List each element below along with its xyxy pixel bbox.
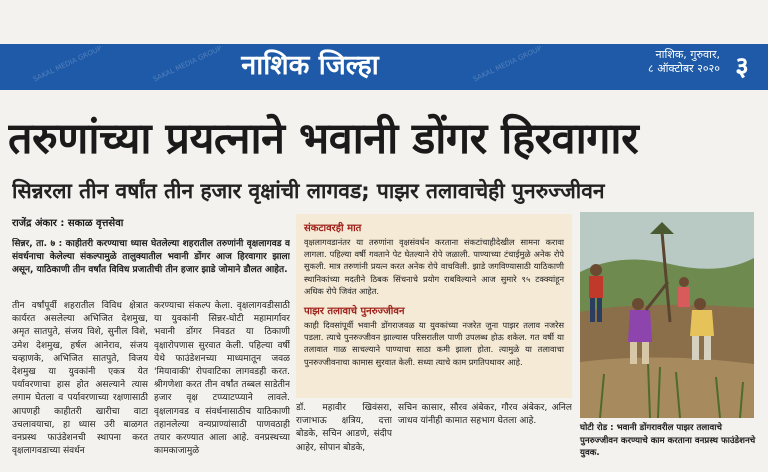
sidebar-text-2: काही दिवसांपूर्वी भवानी डोंगराजवळ या युवकांच्या नजरेत जुना पाझर तलाव नजरेस पडला. त्याचे पुनरुज्जीवन झाल्यास परिसरातील पाणी उपलब्ध होऊ शकेल. गत वर्षी या तलावात गाळ साचल्याने पाण्याचा साठा कमी झाला होता. त्यामुळे या तलावाचा पुनरुज्जीवनाचा कामास सुरवात केली. सध्या त्याचे काम प्रगतिपथावर आहे. bbox=[304, 320, 564, 367]
day-line: नाशिक, गुरुवार, bbox=[655, 48, 720, 61]
watermark: SAKAL MEDIA GROUP bbox=[31, 44, 104, 84]
headline: तरुणांच्या प्रयत्नाने भवानी डोंगर हिरवागार bbox=[8, 114, 639, 164]
section-title: नाशिक जिल्हा bbox=[241, 50, 379, 81]
article-column-4: सचिन कासार, सौरव अंबेकर, गौरव अंबेकर, अनिल जाधव यांनीही कामात सहभाग घेतला आहे. bbox=[398, 403, 572, 427]
byline: राजेंद्र अंकार : सकाळ वृत्तसेवा bbox=[12, 218, 124, 229]
watermark: SAKAL MEDIA GROUP bbox=[471, 44, 544, 84]
news-photo bbox=[580, 212, 754, 418]
sidebar-text-1: वृक्षलागवडानंतर या तरुणांना वृक्षसंवर्धन करताना संकटांचाहीदेखील सामना करावा लागला. पहिल्या वर्षी गवताने पेट घेतल्याने रोपे जळाली. पाण्याच्या टंचाईमुळे अनेक रोपे सुकली. मात्र तरुणांनी प्रयत्न करत अनेक रोपे वाचविली. झाडे जगविण्यासाठी याठिकाणी स्थानिकांच्या मदतीने ठिबक सिंचनाचे प्रयोग राबविल्याने आज सुमारे ९५ टक्क्यांहून अधिक रोपे जिवंत आहेत. bbox=[304, 237, 564, 296]
subheadline: सिन्नरला तीन वर्षांत तीन हजार वृक्षांची लागवड; पाझर तलावाचेही पुनरुज्जीवन bbox=[12, 179, 605, 203]
article-column-3: डॉ. महावीर खिवंसरा, राजाभाऊ क्षत्रिय, दत्ता बोडके, सचिन आडणे, संदीप आहेर, सोपान बोडके, bbox=[296, 403, 392, 453]
watermark: SAKAL MEDIA GROUP bbox=[151, 44, 224, 84]
page-number: ३ bbox=[735, 52, 749, 82]
hillside-planting-illustration bbox=[580, 212, 754, 418]
photo-caption: घोटी रोड : भवानी डोंगरावरील पाझर तलावाचे पुनरुज्जीवन करण्याचे काम करताना वनप्रस्थ फाउंडेशनचे युवक. bbox=[580, 423, 756, 459]
dateline bbox=[640, 48, 720, 76]
article-column-2: करण्याचा संकल्प केला. वृक्षलागवडीसाठी या युवकांनी सिन्नर-घोटी महामार्गावर भवानी डोंगर निवडत या ठिकाणी वृक्षारोपणास सुरवात केली. पहिल्या वर्षी येथे फाउंडेशनच्या माध्यमातून जवळ 'मियावाकी' रोपवाटिका लागवडही करत. श्रीगणेशा करत तीन वर्षांत तब्बल साडेतीन हजार वृक्ष टप्प्याटप्प्याने लावले. वृक्षलागवड व संवर्धनासाठीच याठिकाणी तहानलेल्या वन्यप्राण्यांसाठी पाणवठाही तयार करण्यात आला आहे. वनप्रस्थच्या कामकाजामुळे bbox=[154, 301, 290, 457]
sidebar-heading-2: पाझर तलावाचे पुनरुज्जीवन bbox=[304, 306, 405, 318]
sidebar-box bbox=[296, 214, 572, 398]
date-line: ८ ऑक्टोबर २०२० bbox=[647, 62, 720, 75]
article-lead: सिन्नर, ता. ७ : काहीतरी करण्याचा ध्यास घेतलेल्या शहरातील तरुणांनी वृक्षलागवड व संवर्धनाचा केलेल्या संकल्पामुळे तालुक्यातील भवानी डोंगर आज हिरवागार झाला असून, याठिकाणी तीन वर्षांत विविध प्रजातीची तीन हजार झाडे जोमाने डौलत आहेत. bbox=[12, 239, 290, 276]
sidebar-heading-1: संकटावरही मात bbox=[304, 223, 362, 234]
article-column-1: तीन वर्षांपूर्वी शहरातील विविध क्षेत्रात कार्यरत असलेल्या अभिजित देशमुख, अमृत सातपुते, संजय विशे, सुनील विशे, उमेश देशमुख, हर्षल आनेराव, संजय चव्हाणके, अभिजित सातपुते, विजय देशमुख या युवकांनी एकत्र येत पर्यावरणाचा हास होत असल्याने त्यास लगाम घेतला व पर्यावरणाच्या रक्षणासाठी आपणही काहीतरी खारीचा वाटा उचलावयाचा, हा ध्यास उरी बाळगत वनप्रस्थ फाउंडेशनची स्थापना करत वृक्षलागवडाच्या संवर्धन bbox=[12, 301, 148, 457]
